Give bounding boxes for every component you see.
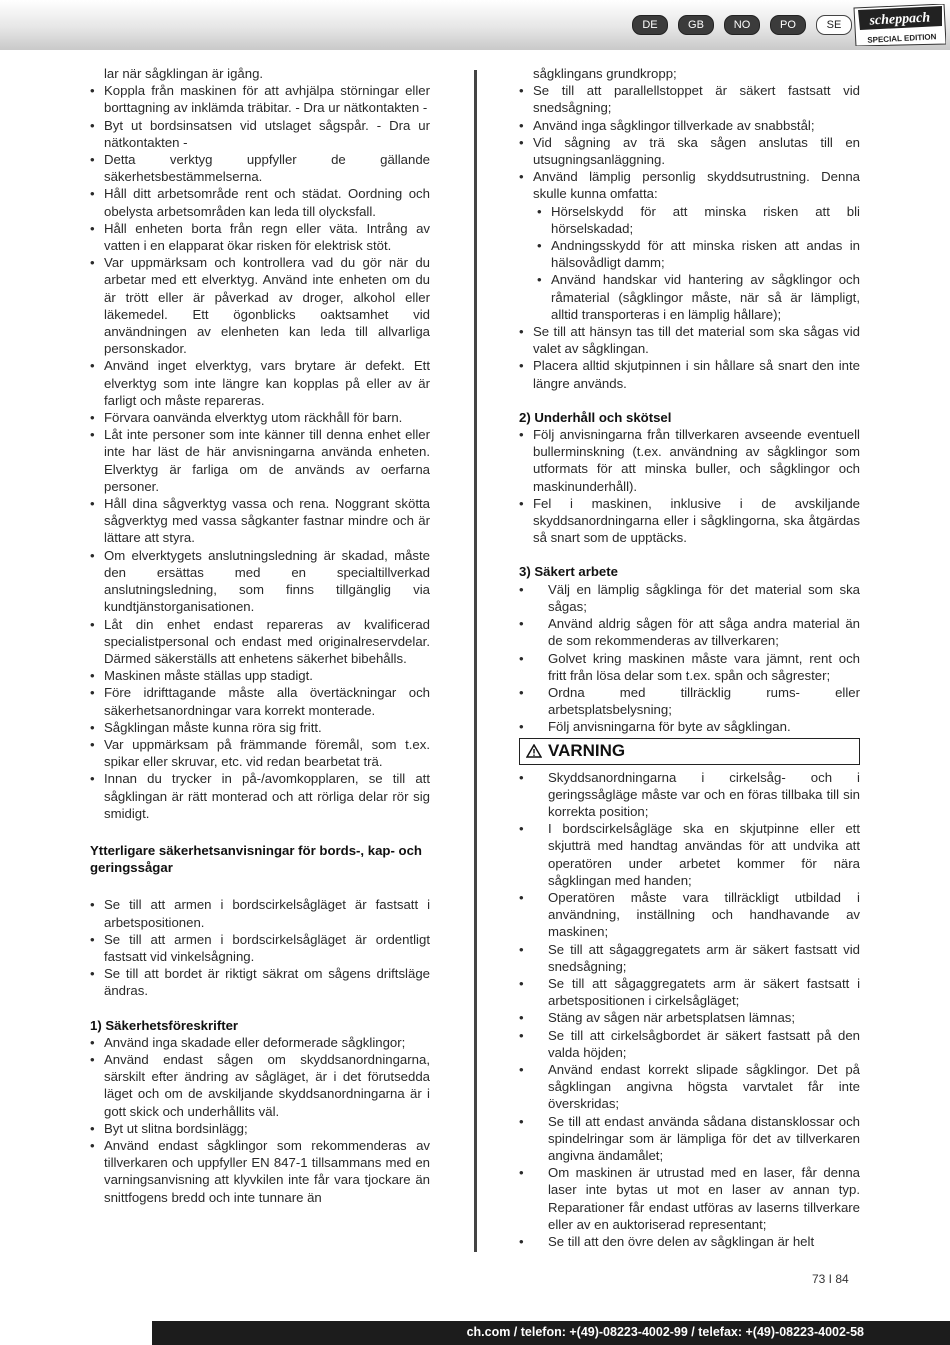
- list-item: • Använd aldrig sågen för att såga andra material än de som rekommenderas av tillverkaren;: [519, 615, 860, 649]
- list-item: • Se till att den övre delen av sågklingan är helt: [519, 1233, 860, 1250]
- page-header: [0, 0, 950, 50]
- list-item: • Detta verktyg uppfyller de gällande säkerhetsbestämmelserna.: [90, 151, 430, 185]
- warning-label: VARNING: [548, 741, 626, 761]
- list-item: • Se till att armen i bordscirkelsågläget är fastsatt i arbetspositionen.: [90, 896, 430, 930]
- section-heading-3: 3) Säkert arbete: [519, 564, 618, 580]
- list-item: • Använd endast sågklingor som rekommenderas av tillverkaren och uppfyller EN 847-1 tillsammans med en varningsanvisning att klyvkilen inte får vara tjockare än snittfogens bredd och inte tunnare än: [90, 1137, 430, 1206]
- maintenance-list: [519, 426, 860, 546]
- list-item: • Var uppmärksam och kontrollera vad du gör när du arbetar med ett elverktyg. Använd inte enheten om du är trött eller är påverkad av droger, alkohol eller läkemedel. Ett ögonblicks oaktsamhet vid användningen av elenheten kan leda till allvarliga personskador.: [90, 254, 430, 357]
- list-item: • Om elverktygets anslutningsledning är skadad, måste den ersättas med en specialtillverkad anslutningsledning, som finns tillgänglig via kundtjänstorganisationen.: [90, 547, 430, 616]
- list-item: • Se till att sågaggregatets arm är säkert fastsatt vid snedsågning;: [519, 941, 860, 975]
- list-item: • Följ anvisningarna från tillverkaren avseende eventuell bullerminskning (t.ex. användning av sågklingor som utformats för att minska buller, och sågklingor och maskinunderhåll).: [519, 426, 860, 495]
- page-footer: [0, 1321, 950, 1345]
- regulations-list-end: [519, 323, 860, 392]
- list-item: • Använd endast korrekt slipade sågklingor. Det på sågklingan angivna högsta varvtalet får inte överskridas;: [519, 1061, 860, 1113]
- warning-list: [519, 769, 860, 1251]
- scheppach-logo: [852, 4, 946, 46]
- section-heading-1: 1) Säkerhetsföreskrifter: [90, 1017, 239, 1033]
- language-pill-po[interactable]: PO: [770, 15, 806, 35]
- list-item: • Byt ut bordsinsatsen vid utslaget sågspår. - Dra ur nätkontakten -: [90, 117, 430, 151]
- list-item: • Låt inte personer som inte känner till denna enhet eller inte har läst de här anvisningarna använda enheten. Elverktyg är farliga om de används av oerfarna personer.: [90, 426, 430, 495]
- list-item: • Placera alltid skjutpinnen i sin hållare så snart den inte längre används.: [519, 357, 860, 391]
- extra-safety-list: [90, 896, 430, 999]
- list-item: • Se till att bordet är riktigt säkrat om sågens driftsläge ändras.: [90, 965, 430, 999]
- safety-list: [90, 82, 430, 822]
- language-selector: [632, 15, 852, 35]
- list-item: • Använd inga sågklingor tillverkade av snabbstål;: [519, 117, 860, 134]
- list-item: • Använd inga skadade eller deformerade sågklingor;: [90, 1034, 430, 1051]
- left-column: [90, 65, 430, 1206]
- list-item: • Var uppmärksam på främmande föremål, som t.ex. spikar eller skruvar, etc. vid redan bearbetat trä.: [90, 736, 430, 770]
- list-item: • Använd endast sågen om skyddsanordningarna, särskilt efter ändring av sågläget, är i det förutsedda läget och om de avskiljande skyddsanordningarna är i gott skick och underhållits väl.: [90, 1051, 430, 1120]
- list-item: • Maskinen måste ställas upp stadigt.: [90, 667, 430, 684]
- list-item: • Andningsskydd för att minska risken att andas in hälsovådligt damm;: [537, 237, 860, 271]
- page-number: 73 I 84: [812, 1272, 849, 1286]
- list-item: • Om maskinen är utrustad med en laser, får denna laser inte bytas ut mot en laser av annan typ. Reparationer får endast utföras av laserns tillverkare eller av en auktoriserad representant;: [519, 1164, 860, 1233]
- list-item: • Operatören måste vara tillräckligt utbildad i användning, inställning och handhavande av maskinen;: [519, 889, 860, 941]
- svg-text:SPECIAL EDITION: SPECIAL EDITION: [867, 32, 937, 45]
- list-item: • Ordna med tillräcklig rums- eller arbetsplatsbelysning;: [519, 684, 860, 718]
- list-item: • Sågklingan måste kunna röra sig fritt.: [90, 719, 430, 736]
- list-item: • Byt ut slitna bordsinlägg;: [90, 1120, 430, 1137]
- list-item: • Se till att cirkelsågbordet är säkert fastsatt på den valda höjden;: [519, 1027, 860, 1061]
- list-item: • Låt din enhet endast repareras av kvalificerad specialistpersonal och endast med originalreservdelar. Därmed säkerställs att enhetens säkerhet bibehålls.: [90, 616, 430, 668]
- section-heading-2: 2) Underhåll och skötsel: [519, 409, 672, 425]
- list-item: • Före idrifttagande måste alla övertäckningar och säkerhetsanordningar vara korrekt monterade.: [90, 684, 430, 718]
- warning-triangle-icon: [526, 744, 542, 758]
- list-item: • Använd handskar vid hantering av sågklingor och råmaterial (sågklingor måste, när så är lämpligt, alltid transporteras i en lämplig hållare);: [537, 271, 860, 323]
- list-item: • Vid sågning av trä ska sågen anslutas till en utsugningsanläggning.: [519, 134, 860, 168]
- right-intro-text: sågklingans grundkropp;: [533, 66, 677, 81]
- protective-equipment-list: [519, 203, 860, 323]
- regulations-list-continued: [519, 82, 860, 202]
- list-item: • Innan du trycker in på-/avomkopplaren, se till att sågklingan är rätt monterad och att rörliga delar rör sig smidigt.: [90, 770, 430, 822]
- warning-box: [519, 738, 860, 765]
- list-item: • I bordscirkelsågläge ska en skjutpinne eller ett skjutträ med handtag användas för att undvika att operatören under arbetet kommer för nära sågklingan med handen;: [519, 820, 860, 889]
- list-item: • Håll ditt arbetsområde rent och städat. Oordning och obelysta arbetsområden kan leda till olycksfall.: [90, 185, 430, 219]
- list-item: • Se till att endast använda sådana distansklossar och spindelringar som är lämpliga för det av tillverkaren angivna ändamålet;: [519, 1113, 860, 1165]
- list-item: • Håll enheten borta från regn eller väta. Intrång av vatten i en elapparat ökar risken för elektrisk stöt.: [90, 220, 430, 254]
- list-item: • Se till att hänsyn tas till det material som ska sågas vid valet av sågklingan.: [519, 323, 860, 357]
- list-item: • Använd inget elverktyg, vars brytare är defekt. Ett elverktyg som inte längre kan kopplas på eller av är farligt och måste repareras.: [90, 357, 430, 409]
- list-item: • Golvet kring maskinen måste vara jämnt, rent och fritt från lösa delar som t.ex. spån och sågrester;: [519, 650, 860, 684]
- list-item: • Håll dina sågverktyg vassa och rena. Noggrant skötta sågverktyg med vassa sågkanter fastnar mindre och är lättare att styra.: [90, 495, 430, 547]
- list-item: • Koppla från maskinen för att avhjälpa störningar eller borttagning av inklämda träbitar. - Dra ur nätkontakten -: [90, 82, 430, 116]
- list-item: • Förvara oanvända elverktyg utom räckhåll för barn.: [90, 409, 430, 426]
- list-item: • Skyddsanordningarna i cirkelsåg- och i geringssågläge måste var och en föras tillbaka till sin korrekta position;: [519, 769, 860, 821]
- list-item: • Följ anvisningarna för byte av sågklingan.: [519, 718, 860, 735]
- list-item: • Se till att parallellstoppet är säkert fastsatt vid snedsågning;: [519, 82, 860, 116]
- language-pill-gb[interactable]: GB: [678, 15, 714, 35]
- list-item: • Se till att armen i bordscirkelsågläget är ordentligt fastsatt vid vinkelsågning.: [90, 931, 430, 965]
- list-item: • Hörselskydd för att minska risken att bli hörselskadad;: [537, 203, 860, 237]
- list-item: • Välj en lämplig sågklinga för det material som ska sågas;: [519, 581, 860, 615]
- column-divider: [474, 70, 477, 1252]
- language-pill-no[interactable]: NO: [724, 15, 760, 35]
- list-item: • Fel i maskinen, inklusive i de avskiljande skyddsanordningarna eller i sågklingorna, ska åtgärdas så snart som de upptäcks.: [519, 495, 860, 547]
- list-item: • Se till att sågaggregatets arm är säkert fastsatt i arbetspositionen i cirkelsågläget;: [519, 975, 860, 1009]
- left-intro-text: lar när sågklingan är igång.: [104, 66, 264, 81]
- safe-work-list: [519, 581, 860, 736]
- right-column: [519, 65, 860, 1250]
- footer-contact-text: ch.com / telefon: +(49)-08223-4002-99 / telefax: +(49)-08223-4002-58: [466, 1325, 864, 1339]
- language-pill-de[interactable]: DE: [632, 15, 668, 35]
- list-item: • Använd lämplig personlig skyddsutrustning. Denna skulle kunna omfatta:: [519, 168, 860, 202]
- section-heading-extra-safety: Ytterligare säkerhetsanvisningar för bords-, kap- och geringssågar: [90, 842, 422, 876]
- regulations-list: [90, 1034, 430, 1206]
- list-item: • Stäng av sågen när arbetsplatsen lämnas;: [519, 1009, 860, 1026]
- svg-text:scheppach: scheppach: [869, 10, 931, 29]
- language-pill-se[interactable]: SE: [816, 15, 852, 35]
